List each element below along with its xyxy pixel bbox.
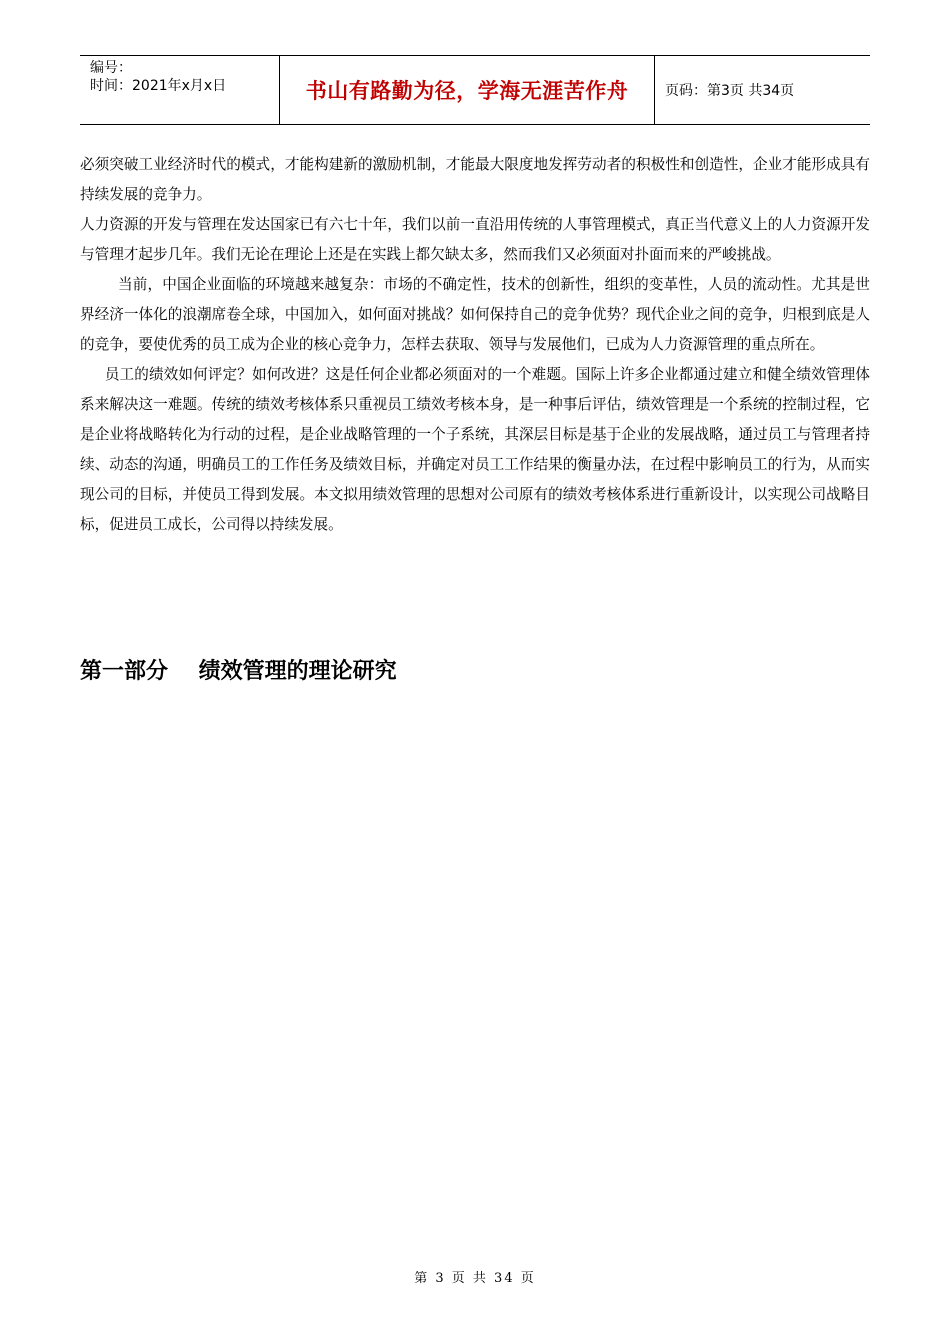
body-text bbox=[80, 150, 870, 540]
section-heading: 第一部分 绩效管理的理论研究 bbox=[80, 659, 397, 684]
paragraph-3: 当前，中国企业面临的环境越来越复杂：市场的不确定性，技术的创新性，组织的变革性，人员的流动性。尤其是世界经济一体化的浪潮席卷全球，中国加入，如何面对挑战？如何保持自己的竞争优势？现代企业之间的竞争，归根到底是人的竞争，要使优秀的员工成为企业的核心竞争力，怎样去获取、领导与发展他们，已成为人力资源管理的重点所在。 bbox=[80, 276, 870, 353]
header-motto: 书山有路勤为径，学海无涯苦作舟 bbox=[280, 56, 655, 124]
header-meta bbox=[80, 56, 280, 124]
page-footer: 第 3 页 共 34 页 bbox=[414, 1271, 536, 1286]
header-page-info: 页码：第3页 共34页 bbox=[665, 83, 795, 99]
document-number-label: 编号： bbox=[90, 60, 132, 76]
page-header bbox=[80, 55, 870, 125]
paragraph-2: 人力资源的开发与管理在发达国家已有六七十年，我们以前一直沿用传统的人事管理模式，真正当代意义上的人力资源开发与管理才起步几年。我们无论在理论上还是在实践上都欠缺太多，然而我们又必须面对扑面而来的严峻挑战。 bbox=[80, 216, 870, 263]
paragraph-1: 必须突破工业经济时代的模式，才能构建新的激励机制，才能最大限度地发挥劳动者的积极性和创造性，企业才能形成具有持续发展的竞争力。 bbox=[80, 156, 870, 203]
paragraph-4: 员工的绩效如何评定？如何改进？这是任何企业都必须面对的一个难题。国际上许多企业都通过建立和健全绩效管理体系来解决这一难题。传统的绩效考核体系只重视员工绩效考核本身，是一种事后评估，绩效管理是一个系统的控制过程，它是企业将战略转化为行动的过程，是企业战略管理的一个子系统，其深层目标是基于企业的发展战略，通过员工与管理者持续、动态的沟通，明确员工的工作任务及绩效目标，并确定对员工工作结果的衡量办法，在过程中影响员工的行为，从而实现公司的目标，并使员工得到发展。本文拟用绩效管理的思想对公司原有的绩效考核体系进行重新设计，以实现公司战略目标，促进员工成长，公司得以持续发展。 bbox=[80, 366, 870, 533]
document-time-label: 时间：2021年x月x日 bbox=[90, 78, 227, 94]
